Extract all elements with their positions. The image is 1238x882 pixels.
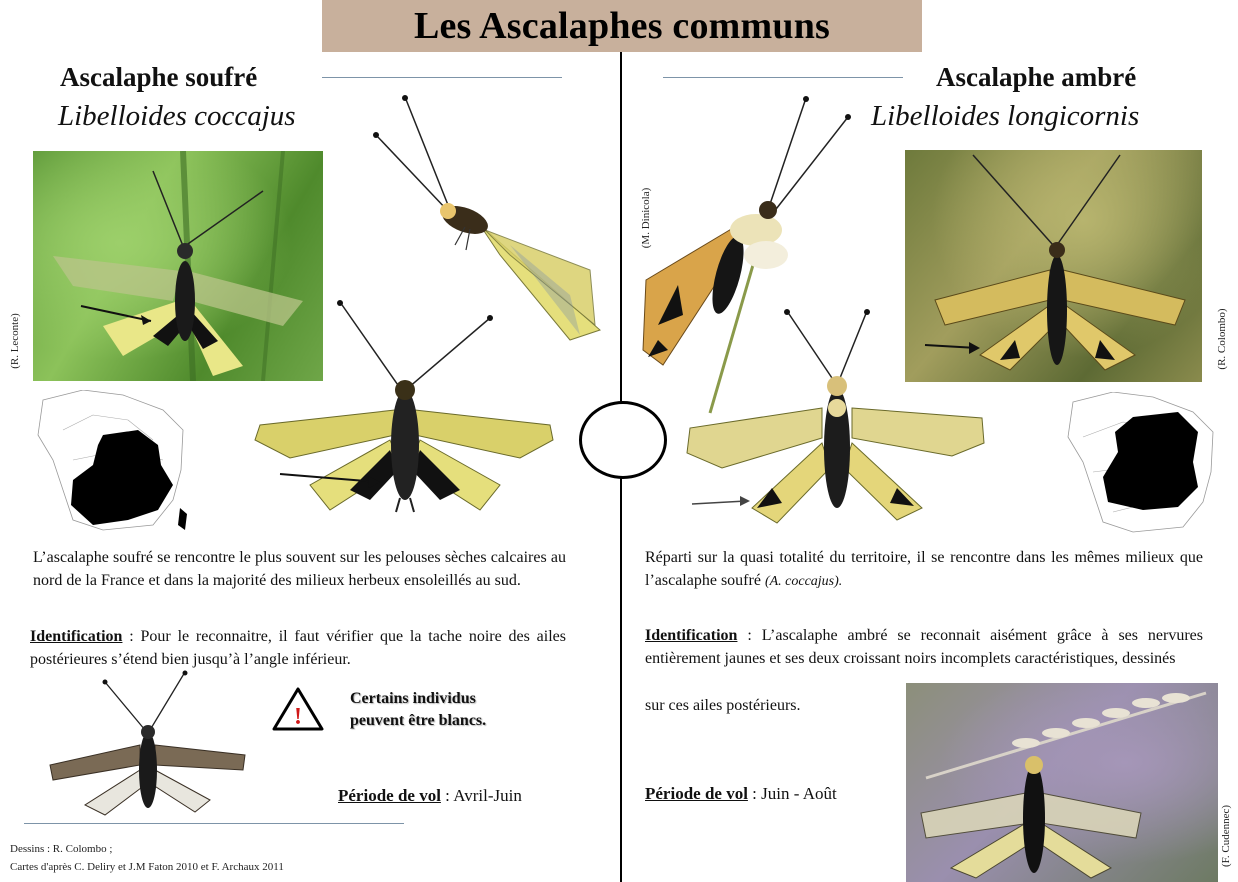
right-identification xyxy=(645,624,1203,670)
left-common-name: Ascalaphe soufré xyxy=(60,62,258,92)
right-period-value: : Juin - Août xyxy=(747,784,837,803)
right-identification-text-1: : L’ascalaphe ambré se reconnait aisément grâce à ses nervures entièrement jaunes et ses deux croissant noirs incomplets caractéristiques, dessinés xyxy=(645,627,1203,667)
right-description-ref: (A. coccajus). xyxy=(764,574,843,589)
footer-line-1: Dessins : R. Colombo ; xyxy=(10,843,113,855)
right-spread-insect-drawing xyxy=(682,308,987,528)
left-white-variant-drawing xyxy=(45,670,250,820)
right-heading-rule xyxy=(663,77,903,78)
right-top-photo-credit: (M. Dinicola) xyxy=(640,187,652,249)
warning-triangle-icon xyxy=(272,686,324,732)
right-bottom-photo xyxy=(906,683,1218,882)
right-latin-name: Libelloides longicornis xyxy=(871,100,1140,132)
title-banner xyxy=(322,0,922,52)
right-photo-credit: (R. Colombo) xyxy=(1216,308,1228,370)
left-heading-rule xyxy=(322,77,562,78)
right-identification-cont: sur ces ailes postérieurs. xyxy=(645,697,801,714)
right-common-name: Ascalaphe ambré xyxy=(936,62,1137,92)
warning-line-1: Certains individus xyxy=(350,690,476,707)
left-photo-credit: (R. Leconte) xyxy=(9,313,21,369)
left-spread-insect-drawing xyxy=(250,300,555,515)
footer-line-2: Cartes d'après C. Deliry et J.M Faton 2010 et F. Archaux 2011 xyxy=(10,861,284,873)
right-description xyxy=(645,546,1203,593)
right-distribution-map xyxy=(1063,392,1221,537)
warning-text xyxy=(350,688,486,732)
left-identification-label: Identification xyxy=(30,628,123,645)
footer-rule xyxy=(24,823,404,824)
left-period-label: Période de vol xyxy=(338,786,441,805)
left-description: L’ascalaphe soufré se rencontre le plus souvent sur les pelouses sèches calcaires au nord de la France et dans la majorité des milieux herbeux ensoleillés au sud. xyxy=(33,549,566,589)
svg-text:!: ! xyxy=(294,704,302,730)
left-period-value: : Avril-Juin xyxy=(440,786,522,805)
warning-line-2: peuvent être blancs. xyxy=(350,712,487,729)
left-flight-period xyxy=(338,786,522,806)
page-title: Les Ascalaphes communs xyxy=(413,5,831,47)
right-bottom-photo-credit: (F. Cudennec) xyxy=(1220,804,1232,868)
left-identification xyxy=(30,625,566,671)
right-identification-label: Identification xyxy=(645,627,738,644)
left-latin-name: Libelloides coccajus xyxy=(58,100,296,132)
left-distribution-map xyxy=(33,390,193,535)
right-period-label: Période de vol xyxy=(645,784,748,803)
footer-credits xyxy=(10,840,284,876)
right-flight-period xyxy=(645,784,837,804)
right-description-main: Réparti sur la quasi totalité du territoire, il se rencontre dans les mêmes milieux que l’ascalaphe soufré xyxy=(645,549,1203,589)
left-identification-text: : Pour le reconnaitre, il faut vérifier que la tache noire des ailes postérieures s’étend bien jusqu’à l’angle inférieur. xyxy=(30,628,566,668)
